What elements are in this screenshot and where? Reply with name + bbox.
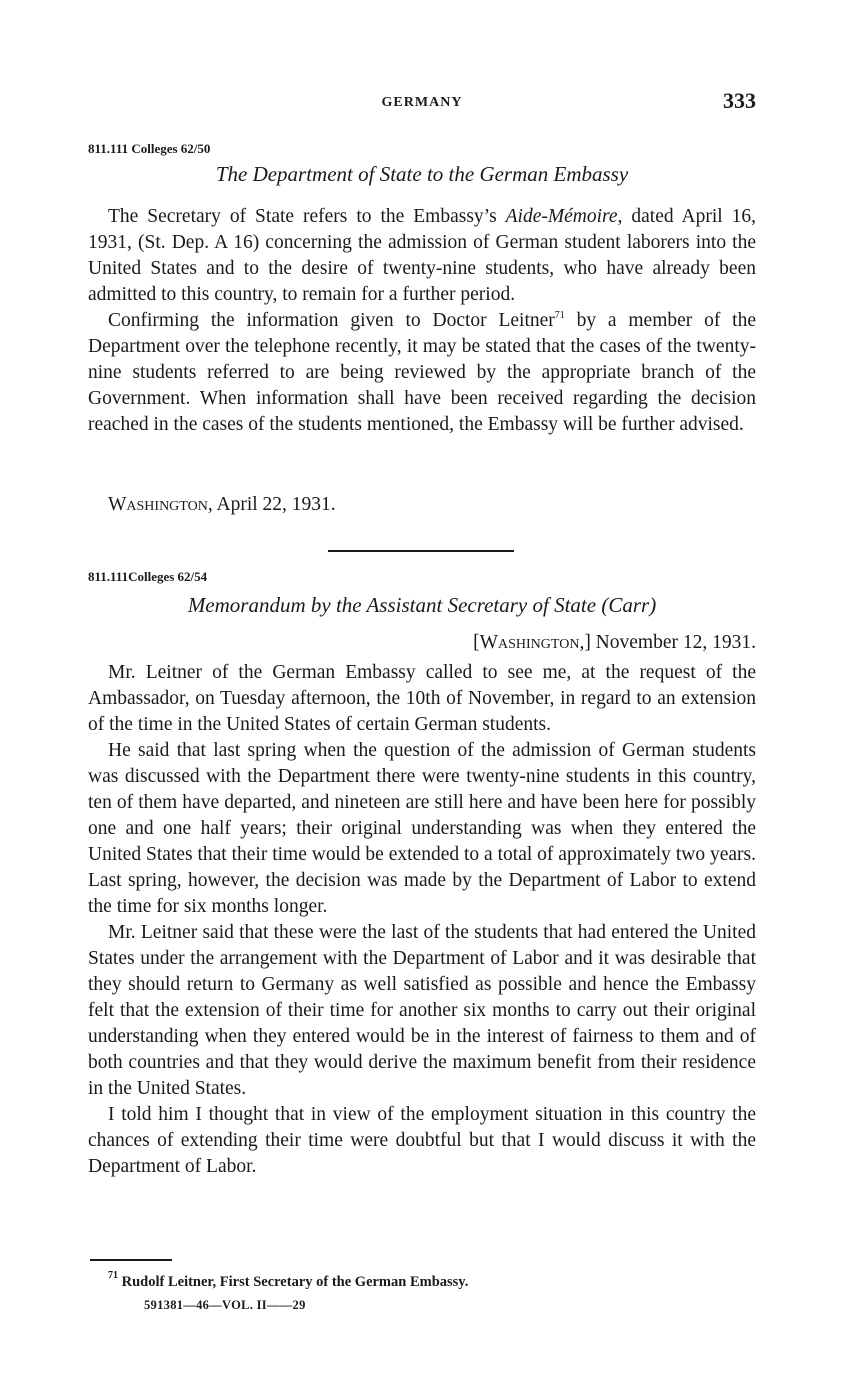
document-title-2: Memorandum by the Assistant Secretary of State (Carr) [187, 593, 657, 617]
dateline-2: [Washington,] November 12, 1931. [473, 632, 756, 653]
paragraph: Mr. Leitner of the German Embassy called to see me, at the request of the Ambassador, on Tuesday afternoon, the 10th of November, in regard to an extension of the time in the United States of certain German students. [88, 662, 756, 735]
footnote: $^{71}$ Rudolf Leitner, First Secretary of the German Embassy. [108, 1270, 469, 1290]
paragraph: Confirming the information given to Doctor Leitner$^{71}$ by a member of the Department over the telephone recently, it may be stated that the cases of the twenty-nine students referred to are being reviewed by the appropriate branch of the Government. When information shall have been received regarding the decision reached in the cases of the students mentioned, the Embassy will be further advised. [88, 310, 756, 435]
footnote-ref: 71 [554, 310, 565, 321]
aide-memoire-term: Aide-Mémoire [505, 206, 618, 227]
page-number: 333 [723, 88, 756, 113]
footnote-marker: 71 [108, 1270, 118, 1281]
document-title-1: The Department of State to the German Embassy [215, 162, 629, 186]
running-head [88, 88, 756, 118]
paragraph: Mr. Leitner said that these were the last of the students that had entered the United States under the arrangement with the Department of Labor and it was desirable that they should return to Germany as well satisfied as possible and hence the Embassy felt that the extension of their time for another six months to carry out their original understanding when they entered would be in the interest of fairness to them and of both countries and that they would derive the maximum benefit from their residence in the United States. [88, 922, 756, 1099]
file-reference-1: 811.111 Colleges 62/50 [88, 141, 211, 156]
document-body-2 [88, 660, 756, 1180]
paragraph: The Secretary of State refers to the Embassy’s Aide-Mémoire, dated April 16, 1931, (St. Dep. A 16) concerning the admission of German student laborers into the United States and to the desire of twenty-nine students, who have already been admitted to this country, to remain for a further period. [88, 206, 756, 305]
dateline-1: Washington, April 22, 1931. [108, 494, 336, 515]
file-reference-2: 811.111Colleges 62/54 [88, 569, 208, 584]
footnote-rule [90, 1259, 172, 1261]
author-name: (Carr) [601, 593, 657, 617]
paragraph: He said that last spring when the question of the admission of German students was discussed with the Department there were twenty-nine students in this country, ten of them have departed, and nineteen are still here and have been here for possibly one and one half years; their original understanding was when they entered the United States that their time would be extended to a total of approximately two years. Last spring, however, the decision was made by the Department of Labor to extend the time for six months longer. [88, 740, 756, 917]
paragraph: I told him I thought that in view of the employment situation in this country the chances of extending their time were doubtful but that I would discuss it with the Department of Labor. [88, 1104, 756, 1177]
document-body-1 [88, 204, 756, 438]
running-title: GERMANY [381, 95, 463, 110]
section-divider [328, 550, 514, 552]
print-code: 591381—46—VOL. II——29 [144, 1298, 306, 1312]
